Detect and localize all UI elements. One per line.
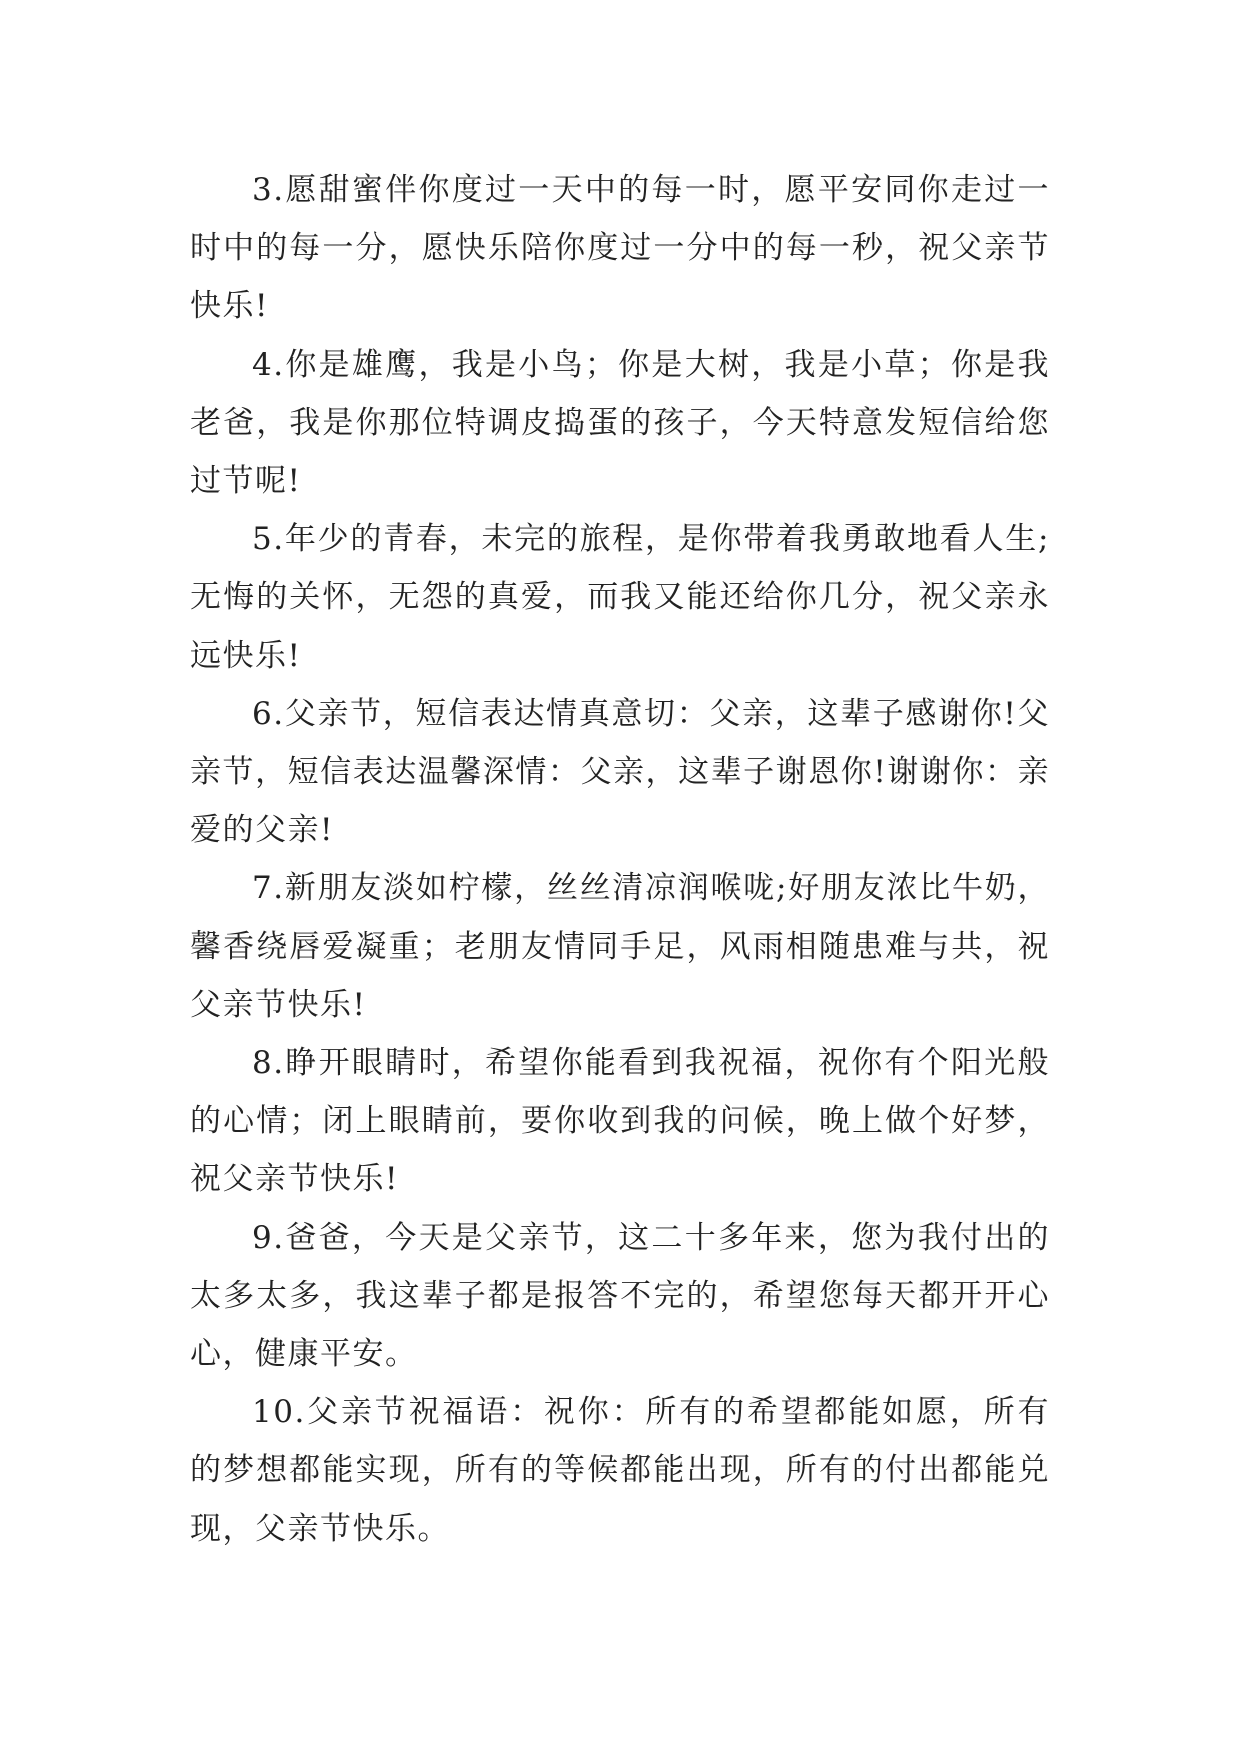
paragraph-4: 4.你是雄鹰，我是小鸟；你是大树，我是小草；你是我老爸，我是你那位特调皮捣蛋的孩子，今天特意发短信给您过节呢! [190, 346, 1050, 500]
paragraph-10: 10.父亲节祝福语：祝你：所有的希望都能如愿，所有的梦想都能实现，所有的等候都能出现，所有的付出都能兑现，父亲节快乐。 [190, 1394, 1050, 1547]
paragraph-6: 6.父亲节，短信表达情真意切：父亲，这辈子感谢你!父亲节，短信表达温馨深情：父亲，这辈子谢恩你!谢谢你：亲爱的父亲! [190, 695, 1050, 849]
document-body [190, 161, 1050, 1558]
paragraph-8: 8.睁开眼睛时，希望你能看到我祝福，祝你有个阳光般的心情；闭上眼睛前，要你收到我的问候，晚上做个好梦，祝父亲节快乐! [190, 1045, 1050, 1198]
paragraph-3: 3.愿甜蜜伴你度过一天中的每一时，愿平安同你走过一时中的每一分，愿快乐陪你度过一分中的每一秒，祝父亲节快乐! [190, 172, 1050, 325]
paragraph-9: 9.爸爸，今天是父亲节，这二十多年来，您为我付出的太多太多，我这辈子都是报答不完的，希望您每天都开开心心，健康平安。 [190, 1219, 1050, 1373]
paragraph-7: 7.新朋友淡如柠檬，丝丝清凉润喉咙;好朋友浓比牛奶，馨香绕唇爱凝重；老朋友情同手足，风雨相随患难与共，祝父亲节快乐! [190, 870, 1050, 1023]
paragraph-5: 5.年少的青春，未完的旅程，是你带着我勇敢地看人生;无悔的关怀，无怨的真爱，而我又能还给你几分，祝父亲永远快乐! [190, 521, 1050, 674]
